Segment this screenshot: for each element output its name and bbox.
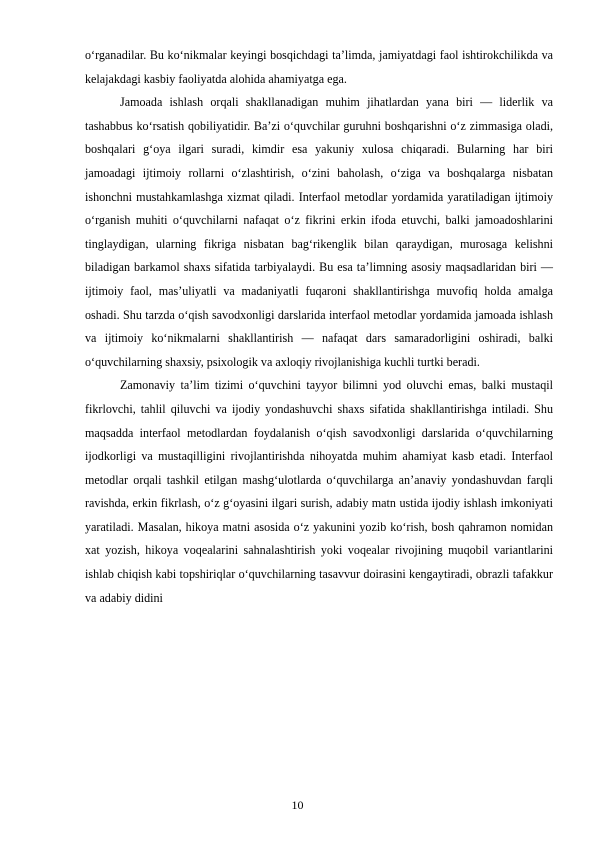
document-page	[85, 44, 553, 610]
paragraph-creativity-independence: Zamonaviy ta’lim tizimi o‘quvchini tayyor bilimni yod oluvchi emas, balki mustaqil fikrlovchi, tahlil qiluvchi va ijodiy yondashuvchi shaxs sifatida shakllantirishga intiladi. Shu maqsadda interfaol metodlardan foydalanish o‘qish savodxonligi darslarida o‘quvchilarning ijodkorligi va mustaqilligini rivojlantirishda nihoyatda muhim ahamiyat kasb etadi. Interfaol metodlar orqali tashkil etilgan mashg‘ulotlarda o‘quvchilarga an’anaviy yondashuvdan farqli ravishda, erkin fikrlash, o‘z g‘oyasini ilgari surish, adabiy matn ustida ijodiy ishlash imkoniyati yaratiladi. Masalan, hikoya matni asosida o‘z yakunini yozib ko‘rish, bosh qahramon nomidan xat yozish, hikoya voqealarini sahnalashtirish yoki voqealar rivojining muqobil variantlarini ishlab chiqish kabi topshiriqlar o‘quvchilarning tasavvur doirasini kengaytiradi, obrazli tafakkur va adabiy didini	[85, 378, 553, 605]
paragraph-continuation: o‘rganadilar. Bu ko‘nikmalar keyingi bosqichdagi ta’limda, jamiyatdagi faol ishtirokchilikda va kelajakdagi kasbiy faoliyatda alohida ahamiyatga ega.	[85, 48, 553, 86]
paragraph-teamwork-leadership: Jamoada ishlash orqali shakllanadigan muhim jihatlardan yana biri — liderlik va tashabbus ko‘rsatish qobiliyatidir. Ba’zi o‘quvchilar guruhni boshqarishni o‘z zimmasiga oladi, boshqalari g‘oya ilgari suradi, kimdir esa yakuniy xulosa chiqaradi. Bularning har biri jamoadagi ijtimoiy rollarni o‘zlashtirish, o‘zini baholash, o‘ziga va boshqalarga nisbatan ishonchni mustahkamlashga xizmat qiladi. Interfaol metodlar yordamida yaratiladigan ijtimoiy o‘rganish muhiti o‘quvchilarni nafaqat o‘z fikrini erkin ifoda etuvchi, balki jamoadoshlarini tinglaydigan, ularning fikriga nisbatan bag‘rikenglik bilan qaraydigan, murosaga kelishni biladigan barkamol shaxs sifatida tarbiyalaydi. Bu esa ta’limning asosiy maqsadlaridan biri — ijtimoiy faol, mas’uliyatli va madaniyatli fuqaroni shakllantirishga muvofiq holda amalga oshadi. Shu tarzda o‘qish savodxonligi darslarida interfaol metodlar yordamida jamoada ishlash va ijtimoiy ko‘nikmalarni shakllantirish — nafaqat dars samaradorligini oshiradi, balki o‘quvchilarning shaxsiy, psixologik va axloqiy rivojlanishiga kuchli turtki beradi.	[85, 95, 553, 369]
page-number: 10	[291, 798, 304, 812]
